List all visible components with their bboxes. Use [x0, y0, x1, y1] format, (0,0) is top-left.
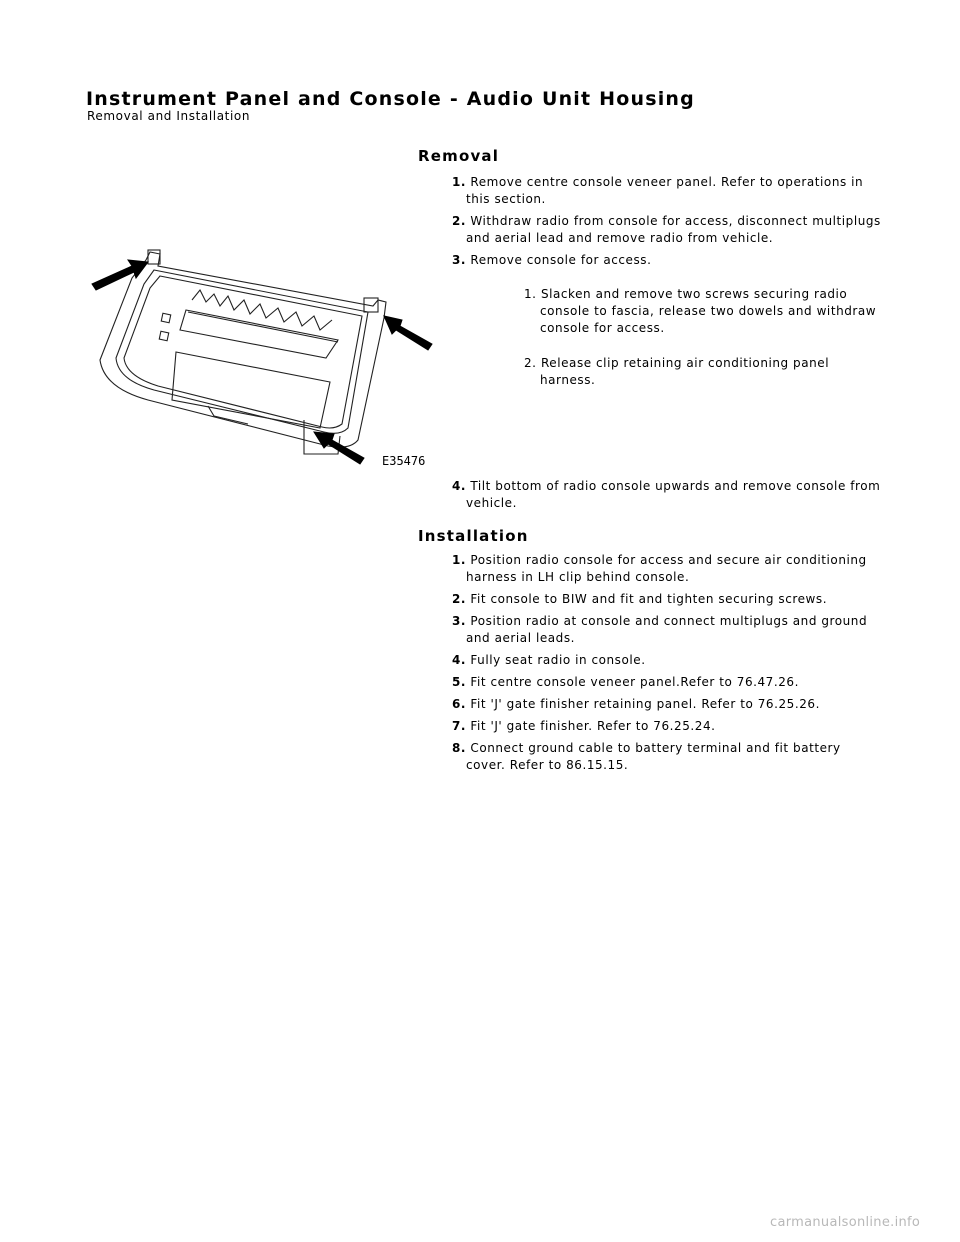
- removal-steps-continued: [452, 478, 882, 517]
- removal-step: 2. Withdraw radio from console for access, disconnect multiplugs and aerial lead and remove radio from vehicle.: [452, 214, 881, 245]
- installation-step: 4. Fully seat radio in console.: [452, 653, 646, 667]
- removal-step: 1. Remove centre console veneer panel. Refer to operations in this section.: [452, 175, 864, 206]
- site-watermark: carmanualsonline.info: [770, 1215, 921, 1230]
- installation-step: 5. Fit centre console veneer panel.Refer to 76.47.26.: [452, 675, 799, 689]
- removal-step: 3. Remove console for access. 1. Slacken and remove two screws securing radio console to fascia, release two dowels and withdraw console for access. 2. Release clip retaining air conditioning panel harness.: [452, 252, 882, 389]
- removal-substep: 1. Slacken and remove two screws securing radio console to fascia, release two dowels and withdraw console for access.: [524, 287, 877, 335]
- arrow-right-screw: [384, 316, 432, 350]
- removal-substep: 2. Release clip retaining air conditioning panel harness.: [524, 356, 830, 387]
- removal-heading: Removal: [418, 147, 500, 165]
- removal-substeps: [466, 286, 882, 389]
- installation-step: 7. Fit 'J' gate finisher. Refer to 76.25.24.: [452, 719, 716, 733]
- installation-step: 6. Fit 'J' gate finisher retaining panel. Refer to 76.25.26.: [452, 697, 820, 711]
- page-title: Instrument Panel and Console - Audio Unit Housing: [86, 88, 695, 110]
- figure-label: E35476: [382, 454, 426, 468]
- installation-step: 3. Position radio at console and connect multiplugs and ground and aerial leads.: [452, 614, 868, 645]
- dowel-lower: [159, 331, 168, 340]
- removal-steps: [452, 174, 882, 407]
- removal-step: 4. Tilt bottom of radio console upwards and remove console from vehicle.: [452, 479, 881, 510]
- installation-step: 8. Connect ground cable to battery terminal and fit battery cover. Refer to 86.15.15.: [452, 741, 841, 772]
- radio-aperture: [172, 352, 330, 428]
- console-housing-illustration: [88, 240, 438, 470]
- dowel-upper: [161, 313, 170, 322]
- arrow-left-screw: [92, 260, 148, 290]
- installation-step: 1. Position radio console for access and secure air conditioning harness in LH clip behind console.: [452, 553, 867, 584]
- arrow-clip: [314, 432, 364, 464]
- installation-step: 2. Fit console to BIW and fit and tighten securing screws.: [452, 592, 828, 606]
- installation-heading: Installation: [418, 527, 529, 545]
- console-diagram-svg: [88, 240, 438, 470]
- page-subtitle: Removal and Installation: [87, 109, 251, 123]
- installation-steps: [452, 552, 882, 779]
